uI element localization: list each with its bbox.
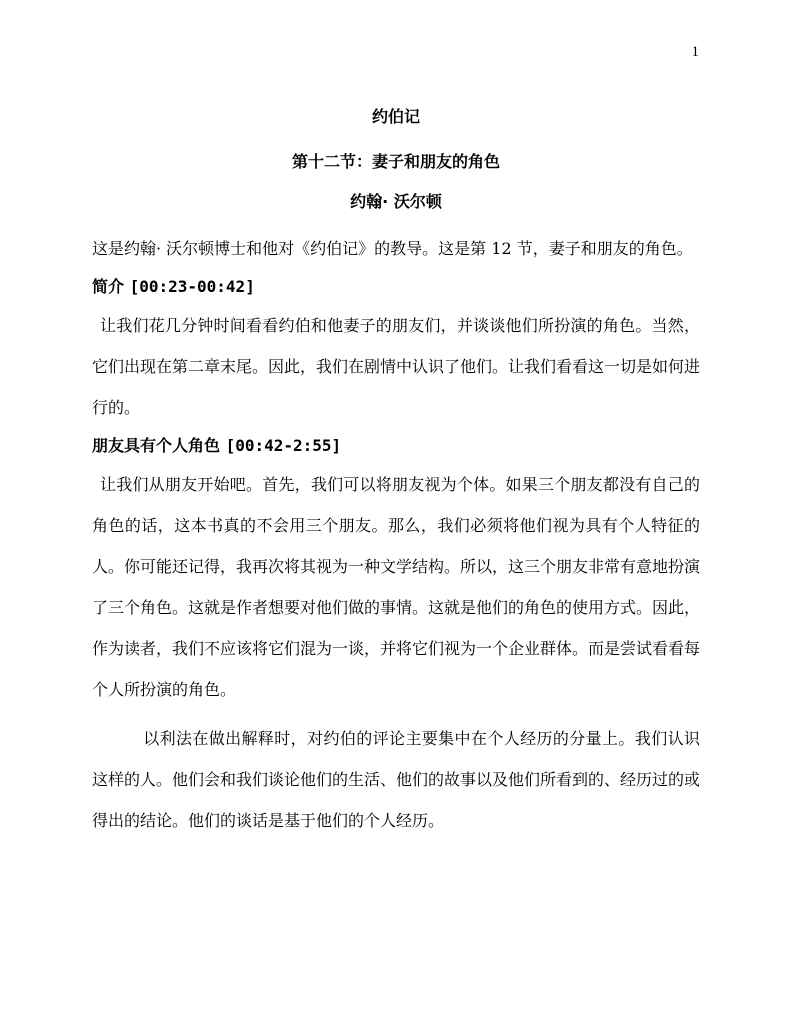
page-number: 1 — [691, 44, 699, 60]
section-heading-friends — [92, 428, 700, 464]
section-timestamp: [00:23-00:42] — [129, 277, 255, 296]
section-heading-intro — [92, 269, 700, 305]
section-paragraph: 让我们花几分钟时间看看约伯和他妻子的朋友们，并谈谈他们所扮演的角色。当然，它们出现在第二章末尾。因此，我们在剧情中认识了他们。让我们看看这一切是如何进行的。 — [92, 316, 701, 417]
intro-paragraph: 这是约翰· 沃尔顿博士和他对《约伯记》的教导。这是第 12 节，妻子和朋友的角色。 — [92, 239, 693, 258]
section-heading-label: 朋友具有个人角色 — [92, 436, 221, 455]
document-author: 约翰· 沃尔顿 — [350, 192, 442, 211]
document-subtitle: 第十二节：妻子和朋友的角色 — [291, 152, 500, 171]
section-paragraph: 让我们从朋友开始吧。首先，我们可以将朋友视为个体。如果三个朋友都没有自己的角色的话，这本书真的不会用三个朋友。那么，我们必须将他们视为具有个人特征的人。你可能还记得，我再次将其视为一种文学结构。所以，这三个朋友非常有意地扮演了三个角色。这就是作者想要对他们做的事情。这就是他们的角色的使用方式。因此，作为读者，我们不应该将它们混为一谈，并将它们视为一个企业群体。而是尝试看看每个人所扮演的角色。 — [92, 475, 701, 699]
section-timestamp: [00:42-2:55] — [225, 436, 342, 455]
section-heading-label: 简介 — [92, 277, 125, 296]
document-title: 约伯记 — [371, 107, 420, 126]
document-body — [92, 102, 700, 841]
section-paragraph: 以利法在做出解释时，对约伯的评论主要集中在个人经历的分量上。我们认识这样的人。他们会和我们谈论他们的生活、他们的故事以及他们所看到的、经历过的或得出的结论。他们的谈话是基于他们的个人经历。 — [92, 729, 701, 830]
